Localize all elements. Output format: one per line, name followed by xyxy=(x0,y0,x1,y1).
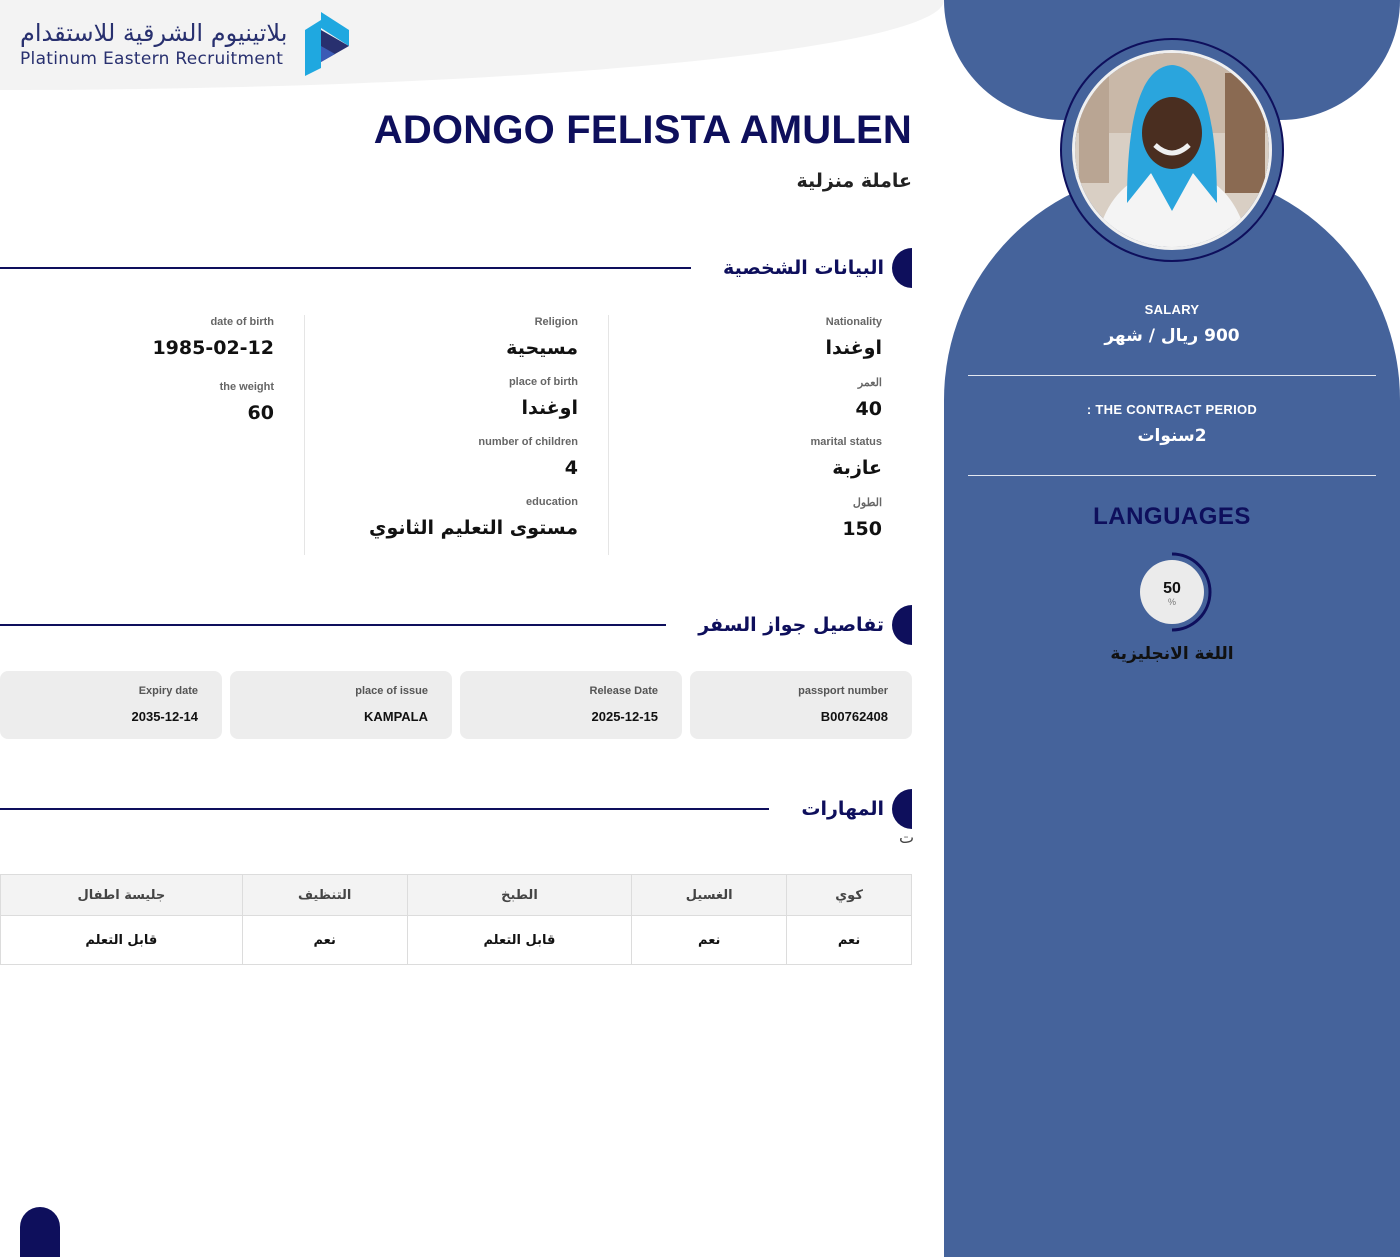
field-value: 60 xyxy=(247,401,274,424)
passport-cards xyxy=(0,671,912,739)
platinum-logo-icon xyxy=(301,12,351,76)
field-value: 4 xyxy=(564,457,578,479)
card-value: KAMPALA xyxy=(363,709,428,724)
field-label: education xyxy=(526,496,578,508)
height-field xyxy=(842,495,882,555)
card-label: Release Date xyxy=(589,685,658,697)
salary-value: 900 ريال / شهر xyxy=(1104,326,1240,346)
section-divider xyxy=(0,624,666,626)
stray-text: ت xyxy=(898,828,914,847)
logo-name-ar: بلاتينيوم الشرقية للاستقدام xyxy=(20,19,288,47)
card-label: passport number xyxy=(798,685,888,697)
section-marker xyxy=(892,789,912,829)
language-gauge xyxy=(1132,548,1212,636)
age-field xyxy=(856,375,882,435)
cv-sidebar xyxy=(944,0,1400,1257)
field-label: the weight xyxy=(219,380,274,393)
contract-value: 2سنوات xyxy=(1137,426,1207,446)
photo-ring xyxy=(1060,38,1284,262)
skill-value: نعم xyxy=(242,916,407,965)
skills-header-row xyxy=(1,875,912,916)
skill-header: كوي xyxy=(787,875,912,916)
gauge-unit: % xyxy=(1167,597,1177,607)
skills-section-header xyxy=(0,789,912,829)
skill-value: نعم xyxy=(787,916,912,965)
field-value: مسيحية xyxy=(506,337,578,359)
section-divider xyxy=(0,808,769,810)
card-value: B00762408 xyxy=(820,709,888,724)
skills-table xyxy=(0,874,912,965)
card-value: 2025-12-15 xyxy=(591,709,658,724)
candidate-name: ADONGO FELISTA AMULEN xyxy=(373,108,912,152)
sidebar-divider xyxy=(968,475,1376,476)
card-value: 2035-12-14 xyxy=(131,709,198,724)
dob-field xyxy=(152,315,274,380)
skills-value-row xyxy=(1,916,912,965)
section-marker xyxy=(892,605,912,645)
field-value: عازبة xyxy=(832,457,882,479)
salary-label: SALARY xyxy=(1144,302,1200,317)
logo-name-en: Platinum Eastern Recruitment xyxy=(20,49,284,69)
field-label: place of birth xyxy=(508,376,578,388)
field-value: اوغندا xyxy=(521,397,578,419)
expiry-date-card xyxy=(0,671,222,739)
religion-field xyxy=(506,315,578,375)
passport-section-title: تفاصيل جواز السفر xyxy=(698,614,884,636)
place-of-issue-card xyxy=(230,671,452,739)
logo-text xyxy=(20,18,287,70)
skill-header: التنظيف xyxy=(242,875,407,916)
skill-header: جليسة اطفال xyxy=(1,875,243,916)
skill-header: الغسيل xyxy=(632,875,787,916)
company-logo xyxy=(20,12,351,76)
children-field xyxy=(478,435,578,495)
card-label: place of issue xyxy=(355,685,428,697)
field-value: 1985-02-12 xyxy=(152,337,274,359)
field-value: 40 xyxy=(855,398,882,420)
skill-header: الطبخ xyxy=(407,875,632,916)
field-value: 150 xyxy=(842,518,882,540)
personal-section-header xyxy=(0,248,912,288)
languages-title: LANGUAGES xyxy=(1093,503,1251,530)
skill-value: نعم xyxy=(632,916,787,965)
language-name: اللغة الانجليزية xyxy=(1110,644,1234,664)
job-title: عاملة منزلية xyxy=(796,170,912,192)
skills-section-title: المهارات xyxy=(801,798,884,820)
field-label: marital status xyxy=(810,436,882,448)
personal-column-3 xyxy=(0,315,304,555)
passport-section-header xyxy=(0,605,912,645)
education-field xyxy=(369,495,578,555)
field-label: العمر xyxy=(857,377,882,389)
field-label: Religion xyxy=(534,316,578,328)
field-value: اوغندا xyxy=(825,337,882,359)
card-label: Expiry date xyxy=(138,685,198,697)
personal-column-2 xyxy=(304,315,608,555)
contract-label: : THE CONTRACT PERIOD xyxy=(1086,402,1258,417)
skill-value: قابل التعلم xyxy=(407,916,632,965)
field-label: Nationality xyxy=(825,316,882,328)
personal-column-1 xyxy=(608,315,912,555)
personal-section-title: البيانات الشخصية xyxy=(723,257,884,279)
release-date-card xyxy=(460,671,682,739)
gauge-percent: 50 xyxy=(1163,580,1181,597)
field-label: number of children xyxy=(478,436,578,448)
field-label: الطول xyxy=(852,497,882,509)
marital-status-field xyxy=(810,435,882,495)
section-divider xyxy=(0,267,691,269)
section-marker xyxy=(892,248,912,288)
sidebar-divider xyxy=(968,375,1376,376)
weight-field xyxy=(220,380,274,445)
skill-value: قابل التعلم xyxy=(1,916,243,965)
passport-number-card xyxy=(690,671,912,739)
personal-details-grid xyxy=(0,315,912,555)
corner-decoration xyxy=(20,1207,60,1257)
place-of-birth-field xyxy=(509,375,578,435)
nationality-field xyxy=(825,315,882,375)
field-label: date of birth xyxy=(210,316,274,328)
candidate-photo xyxy=(1072,50,1272,250)
field-value: مستوى التعليم الثانوي xyxy=(369,517,578,539)
